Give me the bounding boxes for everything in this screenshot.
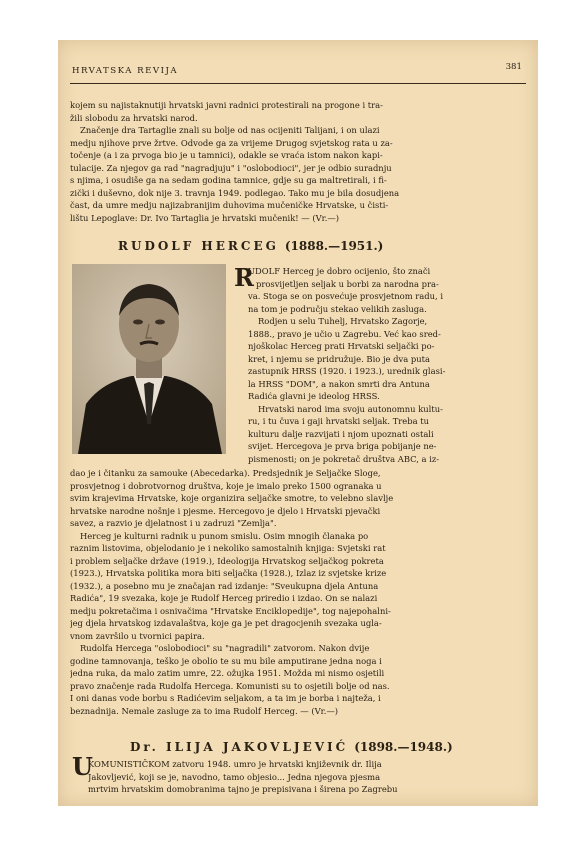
heading-ilija-jakovljevic — [130, 740, 453, 754]
text-line: (1923.), Hrvatska politika mora biti seljačka (1928.), Izlaz iz svjetske krize — [70, 568, 387, 578]
text-line: njoškolac Herceg prati Hrvatski seljački po- — [248, 341, 435, 351]
heading-rudolf-herceg — [118, 239, 383, 253]
text-line: va. Stoga se on posvećuje prosvjetnom radu, i — [248, 291, 444, 301]
text-line: prosvijetljen seljak u borbi za narodna pra- — [256, 278, 439, 289]
text-line: dao je i čitanku za samouke (Abecedarka). Predsjednik je Seljačke Sloge, — [70, 468, 381, 478]
text-line: i problem seljačke države (1919.), Ideologija Hrvatskog seljačkog pokreta — [70, 555, 384, 566]
heading-name: Dr. ILIJA JAKOVLJEVIĆ — [130, 740, 349, 754]
text-line: žili slobodu za hrvatski narod. — [70, 112, 198, 123]
text-line: raznim listovima, objelodanio je i nekoliko samostalnih knjiga: Svjetski rat — [70, 543, 386, 553]
text-line: točenje (a i za prvoga bio je u tamnici), odakle se vraća istom nakon kapi- — [70, 150, 383, 160]
text-line: ru, i tu čuva i gaji hrvatski seljak. Treba tu — [248, 416, 430, 426]
text-line: jeg djela hrvatskog izdavalaštva, koje ga je pet dragocjenih svezaka ugla- — [70, 618, 382, 628]
text-line: s njima, i osudiše ga na sedam godina tamnice, gdje su ga maltretirali, i fi- — [70, 175, 387, 185]
text-line: medju pokretačima i osnivačima "Hrvatske Enciklopedije", tog najepohalni- — [70, 605, 391, 616]
text-line: kojem su najistaknutiji hrvatski javni radnici protestirali na progone i tra- — [70, 100, 383, 110]
text-line: Jakovljević, koji se je, navodno, tamo objesio... Jedna njegova pjesma — [88, 771, 381, 782]
text-line: svijet. Hercegova je prva briga pobijanje ne- — [248, 441, 437, 451]
text-line: beznadnija. Nemale zasluge za to ima Rudolf Herceg. — (Vr.—) — [70, 705, 339, 716]
text-line: I oni danas vode borbu s Radićevim seljakom, a ta im je borba i najteža, i — [70, 693, 381, 703]
text-line: Rodjen u selu Tuhelj, Hrvatsko Zagorje, — [258, 316, 428, 326]
text-line: kret, i njemu se pridružuje. Bio je dva puta — [248, 353, 431, 364]
text-line: zički i duševno, dok nije 3. travnja 1949. podlegao. Tako mu je bila dosudjena — [70, 187, 400, 198]
running-header — [72, 62, 522, 80]
drop-cap-u: U — [72, 752, 93, 781]
text-line: Herceg je kulturni radnik u punom smislu. Osim mnogih članaka po — [80, 530, 369, 541]
text-line: vnom završilo u tvornici papira. — [70, 630, 205, 641]
text-line: Radića", 19 svezaka, koje je Rudolf Herceg priredio i izdao. On se nalazi — [70, 593, 378, 603]
heading-years: (1888.—1951.) — [284, 239, 384, 253]
text-line: hrvatske narodne nošnje i pjesme. Hercegovo je djelo i Hrvatski pjevački — [70, 505, 381, 516]
text-line: na tom je području stekao velikih zasluga. — [248, 303, 427, 314]
text-line: Radića glavni je ideolog HRSS. — [248, 391, 380, 401]
text-line: pismenosti; on je pokretač društva ABC, a iz- — [248, 453, 440, 464]
text-line: tulacije. Za njegov ga rad "nagradjuju" i "oslobodioci", jer je odbio suradnju — [70, 162, 392, 173]
text-line: čast, da umre medju najizabranijim duhovima mučeničke Hrvatske, u čisti- — [70, 200, 389, 210]
text-line: Hrvatski narod ima svoju autonomnu kultu- — [258, 403, 443, 414]
heading-name: RUDOLF HERCEG — [118, 239, 279, 253]
page-number: 381 — [505, 62, 522, 72]
text-line: Značenje dra Tartaglie znali su bolje od nas ocijeniti Talijani, i on ulazi — [80, 125, 380, 135]
portrait-photo — [72, 264, 226, 454]
text-line: savez, a razvio je djelatnost i u zadruzi "Zemlja". — [70, 518, 277, 528]
text-line: zastupnik HRSS (1920. i 1923.), urednik glasi- — [248, 366, 446, 376]
text-line: godine tamnovanja, teško je obolio te su mu bile amputirane jedna noga i — [70, 655, 382, 666]
text-line: svim krajevima Hrvatske, koje organizira seljačke smotre, to velebno slavlje — [70, 493, 394, 503]
heading-years: (1898.—1948.) — [354, 740, 453, 754]
text-line: mrtvim hrvatskim domobranima tajno je prepisivana i širena po Zagrebu — [88, 784, 398, 794]
text-line: Rudolfa Hercega "oslobodioci" su "nagradili" zatvorom. Nakon dvije — [80, 643, 370, 653]
text-line: medju njihove prve žrtve. Odvode ga za vrijeme Drugog svjetskog rata u za- — [70, 137, 393, 148]
text-line: pravo značenje rada Rudolfa Hercega. Komunisti su to osjetili bolje od nas. — [70, 680, 390, 691]
header-rule — [70, 83, 526, 84]
book-page — [58, 40, 538, 806]
text-line: UDOLF Herceg je dobro ocijenio, što znači — [248, 266, 431, 276]
text-line: jedna ruka, da malo zatim umre, 22. ožujka 1951. Možda mi nismo osjetili — [70, 668, 385, 678]
text-line: (1932.), a posebno mu je značajan rad izdanje: "Sveukupna djela Antuna — [70, 580, 379, 591]
journal-title: HRVATSKA REVIJA — [72, 66, 179, 76]
text-line: prosvjetnog i dobrotvornog društva, koje je imalo preko 1500 ogranaka u — [70, 480, 382, 491]
drop-cap-r: R — [234, 263, 254, 292]
portrait-image — [72, 264, 226, 454]
text-line: 1888., pravo je učio u Zagrebu. Već kao sred- — [248, 328, 441, 339]
text-line: KOMUNISTIČKOM zatvoru 1948. umro je hrvatski književnik dr. Ilija — [88, 759, 382, 769]
text-line: kulturu dalje razvijati i njom upoznati ostali — [248, 428, 434, 439]
text-line: lištu Lepoglave: Dr. Ivo Tartaglia je hrvatski mučenik! — (Vr.—) — [70, 212, 340, 223]
text-line: la HRSS "DOM", a nakon smrti dra Antuna — [248, 378, 430, 389]
